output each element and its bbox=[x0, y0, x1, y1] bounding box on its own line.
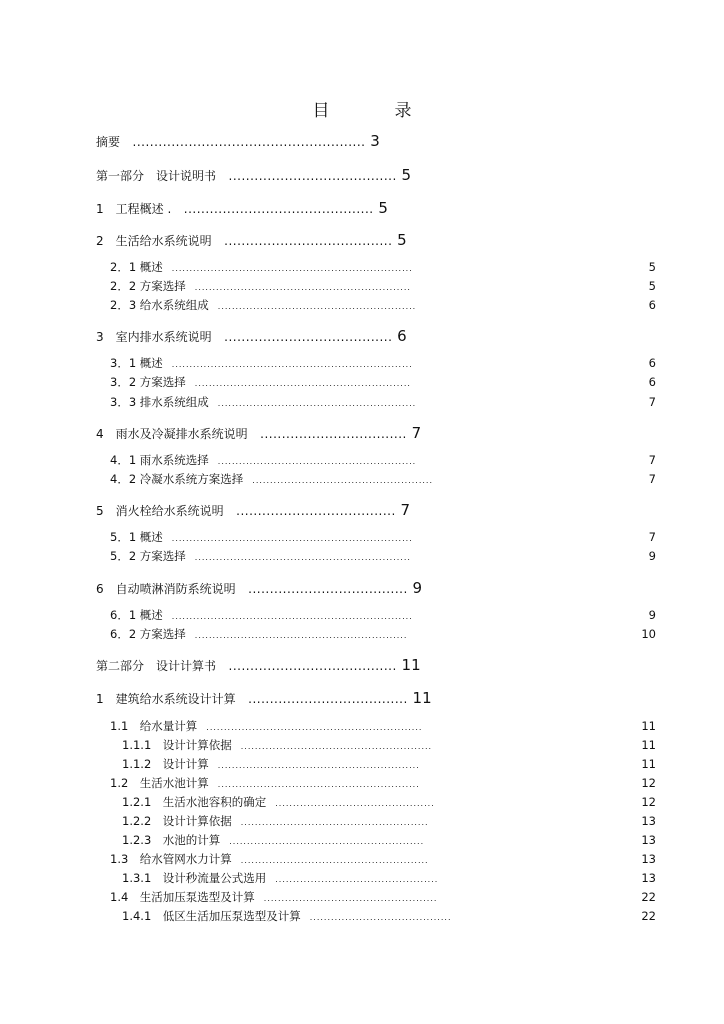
toc-page-number: 9 bbox=[648, 549, 656, 563]
toc-page-number: 12 bbox=[641, 795, 656, 809]
toc-subsection-entry[interactable] bbox=[110, 532, 413, 544]
toc-subsection-entry[interactable] bbox=[110, 474, 433, 486]
toc-page-number: 12 bbox=[641, 776, 656, 790]
toc-entry-title: 1.2.1 生活水池容积的确定 bbox=[122, 795, 267, 809]
toc-dot-leader: ...................................................... bbox=[120, 135, 366, 149]
toc-entry-title: 1.3.1 设计秒流量公式选用 bbox=[122, 871, 267, 885]
toc-dot-leader: ............................................................ bbox=[185, 631, 408, 640]
toc-page-number: 7 bbox=[395, 501, 411, 519]
toc-subsection-entry[interactable] bbox=[110, 854, 429, 866]
toc-page-number: 6 bbox=[648, 375, 656, 389]
toc-entry-title: 1.1.2 设计计算 bbox=[122, 757, 209, 771]
toc-subsection-entry[interactable] bbox=[110, 300, 416, 312]
toc-entry-title: 3．1 概述 bbox=[110, 356, 163, 370]
toc-subsection-entry[interactable] bbox=[110, 629, 407, 641]
toc-dot-leader: ....................................... bbox=[211, 330, 393, 344]
toc-entry-title: 5．1 概述 bbox=[110, 530, 163, 544]
toc-dot-leader: ....................................................... bbox=[220, 837, 425, 846]
toc-entry-title: 第一部分 设计说明书 bbox=[96, 169, 217, 183]
toc-page-number: 9 bbox=[648, 608, 656, 622]
toc-section-entry[interactable] bbox=[96, 503, 410, 518]
toc-section-entry[interactable] bbox=[96, 168, 411, 183]
toc-subsection-entry[interactable] bbox=[110, 610, 413, 622]
toc-dot-leader: .................................................................... bbox=[162, 360, 413, 369]
toc-dot-leader: ................................................. bbox=[254, 894, 438, 903]
toc-page-number: 7 bbox=[648, 453, 656, 467]
toc-subsection-entry[interactable] bbox=[122, 835, 424, 847]
toc-dot-leader: .................................. bbox=[247, 427, 407, 441]
toc-dot-leader: ....................................... bbox=[211, 234, 393, 248]
toc-dot-leader: ..................................... bbox=[223, 504, 396, 518]
toc-subsection-entry[interactable] bbox=[110, 397, 416, 409]
toc-section-entry[interactable] bbox=[96, 658, 421, 673]
toc-dot-leader: ............................................................. bbox=[185, 553, 411, 562]
toc-subsection-entry[interactable] bbox=[110, 778, 420, 790]
toc-entry-title: 1.1 给水量计算 bbox=[110, 719, 198, 733]
toc-subsection-entry[interactable] bbox=[110, 551, 411, 563]
toc-entry-title: 1.4 生活加压泵选型及计算 bbox=[110, 890, 255, 904]
toc-entry-title: 1.2.2 设计计算依据 bbox=[122, 814, 232, 828]
toc-dot-leader: ..................................... bbox=[235, 582, 408, 596]
toc-dot-leader: ......................................................... bbox=[208, 761, 420, 770]
toc-entry-title: 1 建筑给水系统设计计算 bbox=[96, 692, 236, 706]
toc-page-number: 11 bbox=[641, 719, 656, 733]
toc-entry-title: 6．1 概述 bbox=[110, 608, 163, 622]
toc-entry-title: 1.3 给水管网水力计算 bbox=[110, 852, 232, 866]
toc-subsection-entry[interactable] bbox=[110, 721, 422, 733]
toc-dot-leader: ........................................................ bbox=[208, 457, 417, 466]
toc-entry-title: 1.1.1 设计计算依据 bbox=[122, 738, 232, 752]
toc-entry-title: 3．2 方案选择 bbox=[110, 375, 186, 389]
toc-entry-title: 3．3 排水系统组成 bbox=[110, 395, 209, 409]
toc-page-number: 3 bbox=[365, 132, 380, 150]
toc-entry-title: 5．2 方案选择 bbox=[110, 549, 186, 563]
toc-section-entry[interactable] bbox=[96, 233, 407, 248]
toc-page-number: 6 bbox=[392, 327, 407, 345]
toc-dot-leader: ................................................... bbox=[243, 476, 433, 485]
toc-page-number: 10 bbox=[641, 627, 656, 641]
toc-section-entry[interactable] bbox=[96, 134, 380, 149]
toc-entry-title: 6 自动喷淋消防系统说明 bbox=[96, 582, 236, 596]
toc-dot-leader: ....................................... bbox=[216, 659, 397, 673]
toc-title: 目 录 bbox=[312, 101, 436, 121]
toc-entry-title: 第二部分 设计计算书 bbox=[96, 659, 217, 673]
toc-page-number: 22 bbox=[641, 890, 656, 904]
toc-entry-title: 1.2.3 水池的计算 bbox=[122, 833, 221, 847]
toc-page-number: 11 bbox=[396, 656, 421, 674]
toc-dot-leader: ............................................ bbox=[171, 202, 374, 216]
toc-page-number: 13 bbox=[641, 814, 656, 828]
toc-subsection-entry[interactable] bbox=[110, 262, 413, 274]
toc-subsection-entry[interactable] bbox=[110, 377, 411, 389]
toc-subsection-entry[interactable] bbox=[122, 816, 429, 828]
toc-entry-title: 4．1 雨水系统选择 bbox=[110, 453, 209, 467]
toc-section-entry[interactable] bbox=[96, 201, 388, 216]
toc-page-number: 11 bbox=[641, 738, 656, 752]
toc-section-entry[interactable] bbox=[96, 581, 422, 596]
toc-dot-leader: ........................................................ bbox=[208, 399, 417, 408]
toc-page-number: 5 bbox=[392, 231, 407, 249]
toc-entry-title: 6．2 方案选择 bbox=[110, 627, 186, 641]
toc-page-number: 5 bbox=[373, 199, 388, 217]
toc-subsection-entry[interactable] bbox=[122, 740, 432, 752]
toc-page-number: 13 bbox=[641, 833, 656, 847]
toc-dot-leader: ........................................................ bbox=[208, 302, 417, 311]
toc-entry-title: 1.4.1 低区生活加压泵选型及计算 bbox=[122, 909, 301, 923]
toc-entry-title: 2．1 概述 bbox=[110, 260, 163, 274]
toc-dot-leader: ........................................ bbox=[300, 913, 452, 922]
toc-page-number: 7 bbox=[648, 530, 656, 544]
toc-subsection-entry[interactable] bbox=[110, 358, 413, 370]
toc-page-number: 5 bbox=[396, 166, 412, 184]
toc-page-number: 5 bbox=[648, 279, 656, 293]
toc-dot-leader: ............................................................. bbox=[185, 283, 411, 292]
toc-dot-leader: .............................................. bbox=[266, 875, 439, 884]
toc-page-number: 6 bbox=[648, 298, 656, 312]
toc-dot-leader: ..................................................... bbox=[231, 818, 429, 827]
toc-dot-leader: ............................................................. bbox=[185, 379, 411, 388]
toc-entry-title: 4 雨水及冷凝排水系统说明 bbox=[96, 427, 248, 441]
toc-page-number: 5 bbox=[648, 260, 656, 274]
toc-page-number: 11 bbox=[407, 689, 432, 707]
toc-entry-title: 摘要 bbox=[96, 135, 121, 149]
toc-entry-title: 1 工程概述 . bbox=[96, 202, 172, 216]
toc-subsection-entry[interactable] bbox=[122, 873, 438, 885]
toc-page-number: 7 bbox=[648, 395, 656, 409]
toc-entry-title: 1.2 生活水池计算 bbox=[110, 776, 209, 790]
toc-subsection-entry[interactable] bbox=[122, 911, 451, 923]
toc-page-number: 13 bbox=[641, 852, 656, 866]
toc-page-number: 6 bbox=[648, 356, 656, 370]
toc-dot-leader: ..................................... bbox=[235, 692, 408, 706]
toc-subsection-entry[interactable] bbox=[110, 455, 416, 467]
toc-entry-title: 2 生活给水系统说明 bbox=[96, 234, 212, 248]
toc-entry-title: 3 室内排水系统说明 bbox=[96, 330, 212, 344]
toc-page-number: 9 bbox=[407, 579, 423, 597]
toc-subsection-entry[interactable] bbox=[122, 759, 420, 771]
toc-entry-title: 2．2 方案选择 bbox=[110, 279, 186, 293]
toc-dot-leader: ...................................................... bbox=[231, 742, 433, 751]
toc-page-number: 22 bbox=[641, 909, 656, 923]
toc-page-number: 7 bbox=[406, 424, 422, 442]
toc-dot-leader: ....................................... bbox=[216, 169, 397, 183]
toc-entry-title: 5 消火栓给水系统说明 bbox=[96, 504, 224, 518]
toc-page-number: 13 bbox=[641, 871, 656, 885]
toc-section-entry[interactable] bbox=[96, 329, 407, 344]
toc-dot-leader: ......................................................... bbox=[208, 780, 420, 789]
toc-entry-title: 2．3 给水系统组成 bbox=[110, 298, 209, 312]
toc-subsection-entry[interactable] bbox=[110, 892, 437, 904]
toc-dot-leader: .................................................................... bbox=[162, 264, 413, 273]
toc-dot-leader: ............................................. bbox=[266, 799, 435, 808]
toc-section-entry[interactable] bbox=[96, 691, 432, 706]
toc-dot-leader: .................................................................... bbox=[162, 534, 413, 543]
toc-subsection-entry[interactable] bbox=[110, 281, 411, 293]
toc-dot-leader: ..................................................... bbox=[231, 856, 429, 865]
toc-section-entry[interactable] bbox=[96, 426, 421, 441]
toc-subsection-entry[interactable] bbox=[122, 797, 435, 809]
toc-page-number: 11 bbox=[641, 757, 656, 771]
toc-entry-title: 4．2 冷凝水系统方案选择 bbox=[110, 472, 244, 486]
toc-page-number: 7 bbox=[648, 472, 656, 486]
toc-dot-leader: ............................................................. bbox=[197, 723, 423, 732]
toc-dot-leader: .................................................................... bbox=[162, 612, 413, 621]
